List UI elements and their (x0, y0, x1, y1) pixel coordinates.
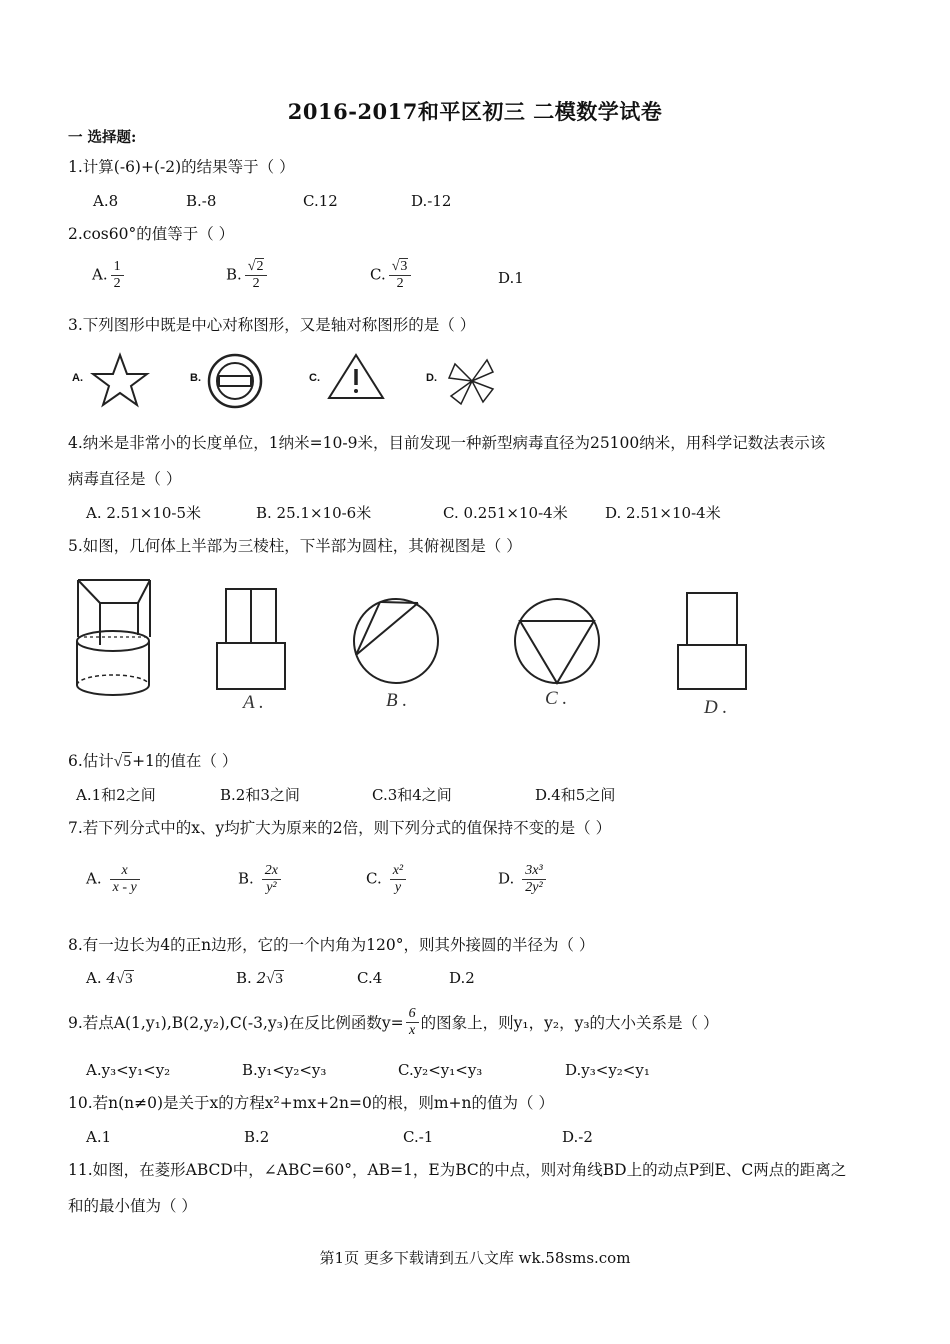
q7-option-a-label: A. (86, 869, 102, 888)
q5-option-b-label: B . (386, 690, 408, 711)
q3-option-d-label: D. (426, 372, 437, 384)
question-8-stem: 8.有一边长为4的正n边形，它的一个内角为120°，则其外接圆的半径为（ ） (68, 936, 595, 954)
question-11-stem-line2: 和的最小值为（ ） (68, 1197, 197, 1215)
q2-option-a-label: A. (92, 265, 108, 284)
question-1-stem: 1.计算(-6)+(-2)的结果等于（ ） (68, 158, 295, 176)
circle-bar-figure (206, 352, 264, 410)
q7-option-c (366, 863, 406, 896)
q3-option-a-label: A. (72, 372, 83, 384)
q8-option-a: A. 4√3 (86, 969, 133, 987)
q3-option-b-label: B. (190, 372, 201, 384)
q6-stem-suffix: +1的值在（ ） (132, 752, 238, 770)
q7-option-d (498, 863, 546, 896)
fraction-numerator (245, 259, 268, 275)
q1-option-c: C.12 (303, 192, 338, 210)
question-11-stem-line1: 11.如图，在菱形ABCD中，∠ABC=60°，AB=1，E为BC的中点，则对角线BD上的动点P到E、C两点的距离之 (68, 1161, 847, 1179)
q9-option-d: D.y₃<y₂<y₁ (565, 1061, 650, 1079)
question-3-stem: 3.下列图形中既是中心对称图形，又是轴对称图形的是（ ） (68, 316, 476, 334)
question-10-stem: 10.若n(n≠0)是关于x的方程x²+mx+2n=0的根，则m+n的值为（ ） (68, 1094, 554, 1112)
q9-option-b: B.y₁<y₂<y₃ (242, 1061, 327, 1079)
q9-option-c: C.y₂<y₁<y₃ (398, 1061, 483, 1079)
q7-option-b (238, 863, 281, 896)
option-a-figure (212, 585, 292, 695)
q9-fraction: $\frac{6}{x}$ (406, 1006, 419, 1039)
q1-option-d: D.-12 (411, 192, 452, 210)
pinwheel-figure (443, 352, 501, 410)
sqrt-symbol: √3 (115, 971, 133, 987)
section-heading: 一 选择题: (68, 129, 137, 146)
question-7-stem: 7.若下列分式中的x、y均扩大为原来的2倍，则下列分式的值保持不变的是（ ） (68, 819, 612, 837)
q6-option-a: A.1和2之间 (76, 786, 156, 804)
question-2-stem: 2.cos60°的值等于（ ） (68, 225, 235, 243)
prism-cylinder-figure (70, 575, 160, 705)
q8-option-a-label: A. (86, 969, 102, 987)
q7-option-c-fraction: $\frac{\text{x²}}{y}$ (390, 863, 406, 896)
question-4-stem-line2: 病毒直径是（ ） (68, 470, 182, 488)
q7-option-b-label: B. (238, 869, 254, 888)
q10-option-a: A.1 (86, 1128, 112, 1146)
q7-option-b-fraction: $\frac{2x}{\text{y²}}$ (262, 863, 281, 896)
q4-option-b: B. 25.1×10-6米 (256, 504, 372, 522)
question-9-stem (68, 1006, 718, 1039)
fraction-denominator: 2 (252, 276, 260, 291)
fraction-denominator: 2 (396, 276, 404, 291)
q5-option-c-label: C . (545, 688, 568, 709)
option-d-figure (674, 588, 754, 698)
question-5-stem: 5.如图，几何体上半部为三棱柱，下半部为圆柱，其俯视图是（ ） (68, 537, 522, 555)
q4-option-d: D. 2.51×10-4米 (605, 504, 721, 522)
q10-option-d: D.-2 (562, 1128, 593, 1146)
sqrt-symbol: √3 (266, 971, 283, 987)
q6-option-c: C.3和4之间 (372, 786, 452, 804)
q6-stem-prefix: 6.估计 (68, 752, 114, 770)
q10-option-c: C.-1 (403, 1128, 434, 1146)
q8-option-c: C.4 (357, 969, 383, 987)
q4-option-a: A. 2.51×10-5米 (86, 504, 202, 522)
question-4-stem-line1: 4.纳米是非常小的长度单位，1纳米=10-9米，目前发现一种新型病毒直径为25100纳米，用科学记数法表示该 (68, 434, 826, 452)
q7-option-a-fraction: $\frac{x}{x - y}$ (110, 863, 140, 896)
q2-option-a-fraction (111, 259, 124, 292)
sqrt-symbol: √5 (113, 753, 132, 770)
q6-radicand: 5 (123, 753, 132, 770)
q2-option-a (92, 259, 124, 292)
sqrt-symbol: √2 (247, 259, 264, 274)
q8-option-d: D.2 (449, 969, 475, 987)
q9-option-a: A.y₃<y₁<y₂ (86, 1061, 171, 1079)
fraction-denominator: 2 (113, 276, 121, 291)
q2-option-c (370, 259, 411, 292)
q7-option-c-label: C. (366, 869, 382, 888)
star-figure (90, 352, 150, 408)
option-b-figure (350, 595, 442, 687)
q2-option-b-fraction (245, 259, 268, 292)
page-footer: 第1页 更多下载请到五八文库 wk.58sms.com (319, 1249, 631, 1267)
q8-option-b-label: B. (236, 969, 252, 987)
q6-option-d: D.4和5之间 (535, 786, 616, 804)
q7-option-d-label: D. (498, 869, 515, 888)
q5-option-d-label: D . (704, 697, 728, 718)
q1-option-a: A.8 (93, 192, 119, 210)
q6-option-b: B.2和3之间 (220, 786, 300, 804)
q1-option-b: B.-8 (186, 192, 217, 210)
option-c-figure (511, 595, 603, 687)
q2-option-c-label: C. (370, 265, 386, 284)
q10-option-b: B.2 (244, 1128, 270, 1146)
warning-triangle-figure (326, 352, 386, 402)
sqrt-symbol: √3 (391, 259, 408, 274)
fraction-numerator (389, 259, 412, 275)
q2-option-d: D.1 (498, 269, 524, 287)
q7-option-d-fraction: $\frac{\text{3x³}}{\text{2y²}}$ (522, 863, 545, 896)
q2-option-b (226, 259, 267, 292)
q4-option-c: C. 0.251×10-4米 (443, 504, 568, 522)
q5-option-a-label: A . (243, 692, 264, 713)
question-6-stem (68, 751, 237, 772)
q2-option-b-label: B. (226, 265, 242, 284)
q8-option-b: B. 2√3 (236, 969, 283, 987)
q7-option-a (86, 863, 140, 896)
q2-option-c-fraction (389, 259, 412, 292)
fraction-numerator: 1 (113, 259, 121, 274)
q9-stem-suffix: 的图象上，则y₁，y₂，y₃的大小关系是（ ） (420, 1013, 719, 1032)
page-title: 2016-2017和平区初三 二模数学试卷 (287, 99, 663, 124)
q3-option-c-label: C. (309, 372, 320, 384)
q9-stem-prefix: 9.若点A(1,y₁),B(2,y₂),C(-3,y₃)在反比例函数y= (68, 1013, 404, 1032)
